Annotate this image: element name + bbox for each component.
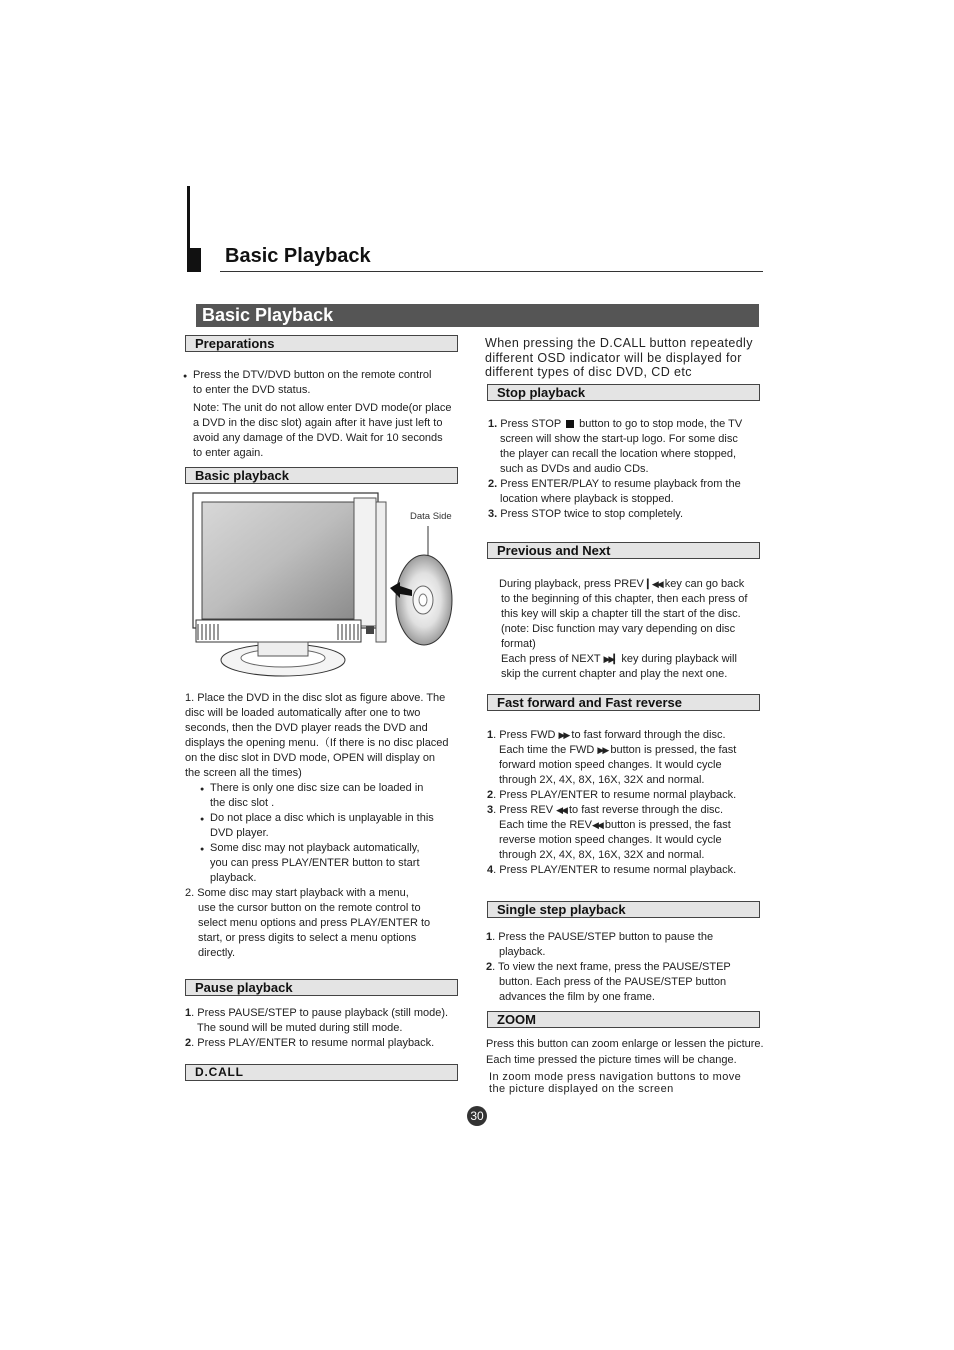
preparations-text: ● Press the DTV/DVD button on the remote control to enter the DVD status. Note: The unit do not allow enter DVD mode(or place a DVD in the disc slot) again after it have just left to avoid any damage of the DVD. Wait for 10 seconds to enter again. <box>193 368 473 461</box>
pause-playback-header: Pause playback <box>185 979 458 996</box>
zoom-text: Press this button can zoom enlarge or lessen the picture. Each time pressed the picture times will be change. <box>486 1038 764 1066</box>
zoom-header: ZOOM <box>487 1011 760 1028</box>
section-banner <box>196 304 759 327</box>
stop-playback-header: Stop playback <box>487 384 760 401</box>
zoom-nav-text: In zoom mode press navigation buttons to move the picture displayed on the screen <box>489 1071 742 1095</box>
rev-icon: ◀◀ <box>591 820 602 830</box>
data-side-label: Data Side <box>410 511 452 522</box>
prev-next-text: During playback, press PREV ▎◀◀ key can go back to the beginning of this chapter, then each press of this key will skip a chapter till the start of the disc. (note: Disc function may vary depending on disc format) Each press of NEXT ▶▶▎ key during playback will skip the current chapter and play the next one. <box>499 578 748 680</box>
next-icon: ▶▶▎ <box>603 654 619 664</box>
single-step-header: Single step playback <box>487 901 760 918</box>
basic-playback-header: Basic playback <box>185 467 458 484</box>
tv-icon <box>193 493 386 676</box>
fwd-icon: ▶▶ <box>597 745 608 755</box>
prev-next-header: Previous and Next <box>487 542 760 559</box>
single-step-text: 1. Press the PAUSE/STEP button to pause the playback. 2. To view the next frame, press the PAUSE/STEP button. Each press of the PAUSE/STEP button advances the film by one frame. <box>486 931 731 1003</box>
banner-text: Basic Playback <box>202 305 334 325</box>
prep-bullet: ● Press the DTV/DVD button on the remote control <box>193 368 473 383</box>
preparations-header: Preparations <box>185 335 458 352</box>
fast-forward-reverse-text: 1. Press FWD ▶▶ to fast forward through the disc. Each time the FWD ▶▶ button is pressed, the fast forward motion speed changes. It would cycle through 2X, 4X, 8X, 16X, 32X and normal. 2. Press PLAY/ENTER to resume normal playback. 3. Press REV ◀◀ to fast reverse through the disc. Each time the REV◀◀ button is pressed, the fast reverse motion speed changes. It would cycle through 2X, 4X, 8X, 16X, 32X and normal. 4. Press PLAY/ENTER to resume normal playback. <box>487 729 737 876</box>
pause-playback-text: 1. Press PAUSE/STEP to pause playback (still mode). The sound will be muted during still mode. 2. Press PLAY/ENTER to resume normal playback. <box>185 1007 449 1049</box>
prev-icon: ▎◀◀ <box>646 579 662 589</box>
stop-icon <box>566 420 574 428</box>
dcall-header: D.CALL <box>185 1064 458 1081</box>
page-title: Basic Playback <box>225 245 371 267</box>
tv-disc-illustration <box>188 490 463 685</box>
disc-icon <box>396 555 452 645</box>
basic-playback-text: 1. Place the DVD in the disc slot as figure above. The disc will be loaded automatically after one to two seconds, then the DVD player reads the DVD and displays the opening menu.（If there is no disc placed on the disc slot in DVD mode, OPEN will display on the screen all the times) ● There is only one disc size can be loaded in the disc slot . ● Do not place a disc which is unplayable in this DVD player. ● Some disc may not playback automatically, you can press PLAY/ENTER button to start playback. 2. Some disc may start playback with a menu, use the cursor button on the remote control to select menu options and press PLAY/ENTER to start, or press digits to select a menu options directly. <box>185 691 475 961</box>
fwd-icon: ▶▶ <box>558 730 569 740</box>
rev-icon: ◀◀ <box>556 805 566 815</box>
dcall-text: When pressing the D.CALL button repeatedly different OSD indicator will be displayed for different types of disc DVD, CD etc <box>485 336 753 379</box>
fast-forward-reverse-header: Fast forward and Fast reverse <box>487 694 760 711</box>
title-accent-block <box>187 248 201 272</box>
stop-playback-text: 1. Press STOP button to go to stop mode, the TV screen will show the start-up logo. For some disc the player can recall the location where stopped, such as DVDs and audio CDs. 2. Press ENTER/PLAY to resume playback from the location where playback is stopped. 3. Press STOP twice to stop completely. <box>488 418 743 520</box>
title-divider <box>220 271 763 272</box>
page-number: 30 <box>467 1106 487 1126</box>
